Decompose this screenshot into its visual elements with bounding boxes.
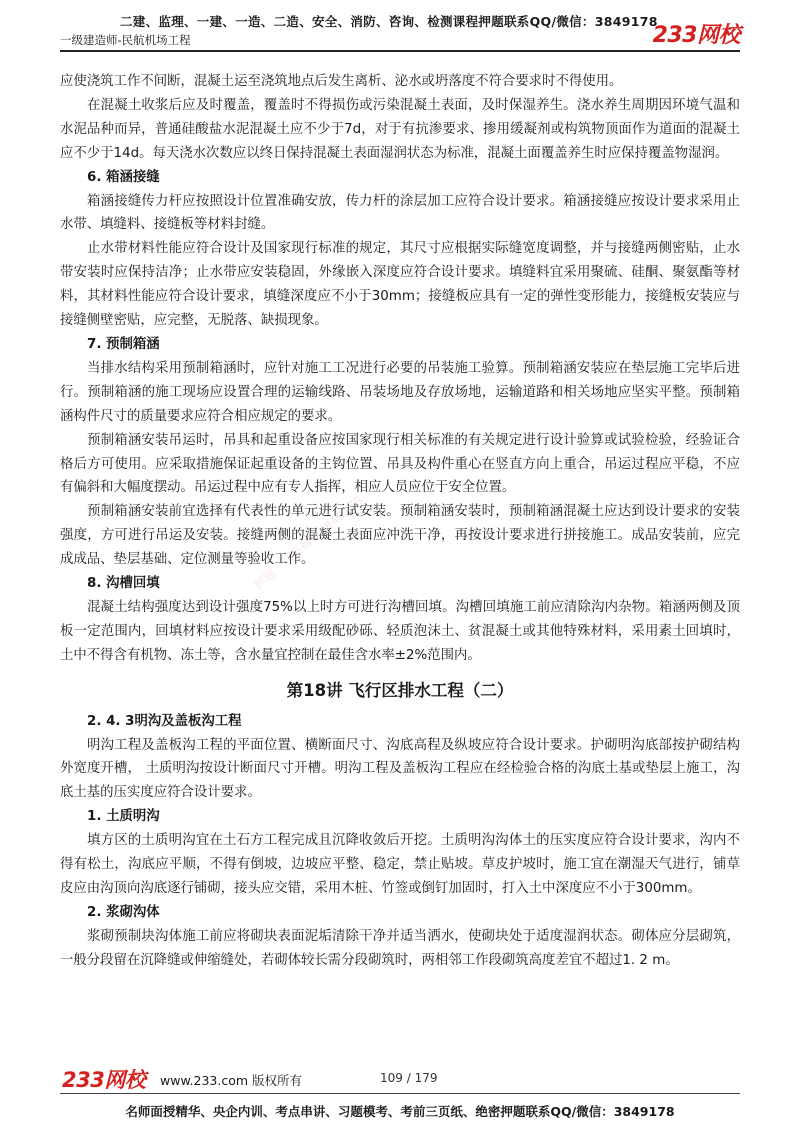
paragraph: 浆砌预制块沟体施工前应将砌块表面泥垢清除干净并适当洒水，使砌块处于适度湿润状态。砌体应分层砌筑，一般分段留在沉降缝或伸缩缝处，若砌体较长需分段砌筑时，两相邻工作段砌筑高度差宜不超过1. 2 m。 (60, 928, 740, 968)
header-divider (60, 50, 740, 52)
paragraph: 当排水结构采用预制箱涵时，应针对施工工况进行必要的吊装施工验算。预制箱涵安装应在垫层施工完毕后进行。预制箱涵的施工现场应设置合理的运输线路、吊装场地及存放场地，运输道路和相关场地应坚实平整。预制箱涵构件尺寸的质量要求应符合相应规定的要求。 (60, 360, 740, 424)
section-heading: 2. 4. 3明沟及盖板沟工程 (87, 713, 242, 729)
page-header (60, 10, 740, 50)
section-heading: 2. 浆砌沟体 (87, 904, 160, 920)
watermark: 押题一联系微信3849178 (251, 493, 366, 593)
paragraph: 止水带材料性能应符合设计及国家现行标准的规定，其尺寸应根据实际缝宽度调整，并与接缝两侧密贴，止水带安装时应保持洁净；止水带应安装稳固，外缘嵌入深度应符合设计要求。填缝料宜采用聚硫、硅酮、聚氨酯等材料，其材料性能应符合设计要求，填缝深度应不小于30mm；接缝板应具有一定的弹性变形能力，接缝板安装应与接缝侧壁密贴，应完整，无脱落、缺损现象。 (60, 241, 740, 329)
paragraph: 混凝土结构强度达到设计强度75%以上时方可进行沟槽回填。沟槽回填施工前应清除沟内杂物。箱涵两侧及顶板一定范围内，回填材料应按设计要求采用级配砂砾、轻质泡沫土、贫混凝土或其他特殊材料，采用素土回填时，土中不得含有机物、冻土等，含水量宜控制在最佳含水率±2%范围内。 (60, 599, 740, 663)
paragraph: 明沟工程及盖板沟工程的平面位置、横断面尺寸、沟底高程及纵坡应符合设计要求。护砌明沟底部按护砌结构外宽度开槽， 土质明沟按设计断面尺寸开槽。明沟工程及盖板沟工程应在经检验合格的沟底土基或垫层上施工，沟底土基的压实度应符合设计要求。 (60, 737, 740, 801)
paragraph: 预制箱涵安装吊运时，吊具和起重设备应按国家现行相关标准的有关规定进行设计验算或试验检验，经验证合格后方可使用。应采取措施保证起重设备的主钩位置、吊具及构件重心在竖直方向上重合，吊运过程应平稳，不应有偏斜和大幅度摆动。吊运过程中应有专人指挥，相应人员应位于安全位置。 (60, 432, 740, 496)
paragraph: 预制箱涵安装前宜选择有代表性的单元进行试安装。预制箱涵安装时，预制箱涵混凝土应达到设计要求的安装强度，方可进行吊运及安装。接缝两侧的混凝土表面应冲洗干净，再按设计要求进行拼接施工。成品安装前，应完成成品、垫层基础、定位测量等验收工作。 (60, 504, 740, 568)
footer-logo: 233网校 (62, 1068, 146, 1092)
paragraph: 填方区的土质明沟宜在土石方工程完成且沉降收敛后开挖。土质明沟沟体土的压实度应符合设计要求，沟内不得有松土，沟底应平顺，不得有倒坡，边坡应平整、稳定，禁止贴坡。草皮护坡时，施工宜在潮湿天气进行，铺草皮应由沟顶向沟底逐行铺砌，接头应交错，采用木桩、竹签或倒钉加固时，打入土中深度应不小于300mm。 (60, 833, 740, 896)
footer-promo-text: 名师面授精华、央企内训、考点串讲、习题模考、考前三页纸、绝密押题联系QQ/微信：3849178 (125, 1104, 675, 1119)
section-heading: 1. 土质明沟 (87, 809, 160, 825)
section-heading: 6. 箱涵接缝 (87, 169, 160, 185)
header-promo-text: 二建、监理、一建、一造、二造、安全、消防、咨询、检测课程押题联系QQ/微信：3849178 (120, 14, 658, 29)
section-heading: 8. 沟槽回填 (87, 576, 160, 592)
header-logo: 233网校 (652, 23, 740, 48)
document-body (60, 70, 740, 973)
page-number: 109 / 179 (380, 1071, 438, 1085)
paragraph: 箱涵接缝传力杆应按照设计位置准确安放，传力杆的涂层加工应符合设计要求。箱涵接缝应按设计要求采用止水带、填缝料、接缝板等材料封缝。 (60, 193, 740, 233)
section-heading: 7. 预制箱涵 (87, 336, 160, 352)
paragraph: 应使浇筑工作不间断，混凝土运至浇筑地点后发生离析、泌水或坍落度不符合要求时不得使用。 (60, 74, 623, 89)
lecture-title: 第18讲 飞行区排水工程（二） (286, 680, 514, 700)
paragraph: 在混凝土收浆后应及时覆盖，覆盖时不得损伤或污染混凝土表面，及时保湿养生。浇水养生周期因环境气温和水泥品种而异，普通硅酸盐水泥混凝土应不少于7d，对于有抗渗要求、掺用缓凝剂或构筑物顶面作为道面的混凝土应不少于14d。每天浇水次数应以终日保持混凝土表面湿润状态为标准，混凝土面覆盖养生时应保持覆盖物湿润。 (60, 97, 740, 161)
header-subject: 一级建造师-民航机场工程 (60, 33, 191, 47)
footer-divider (60, 1093, 740, 1094)
footer-site-link[interactable]: www.233.com 版权所有 (160, 1073, 302, 1088)
